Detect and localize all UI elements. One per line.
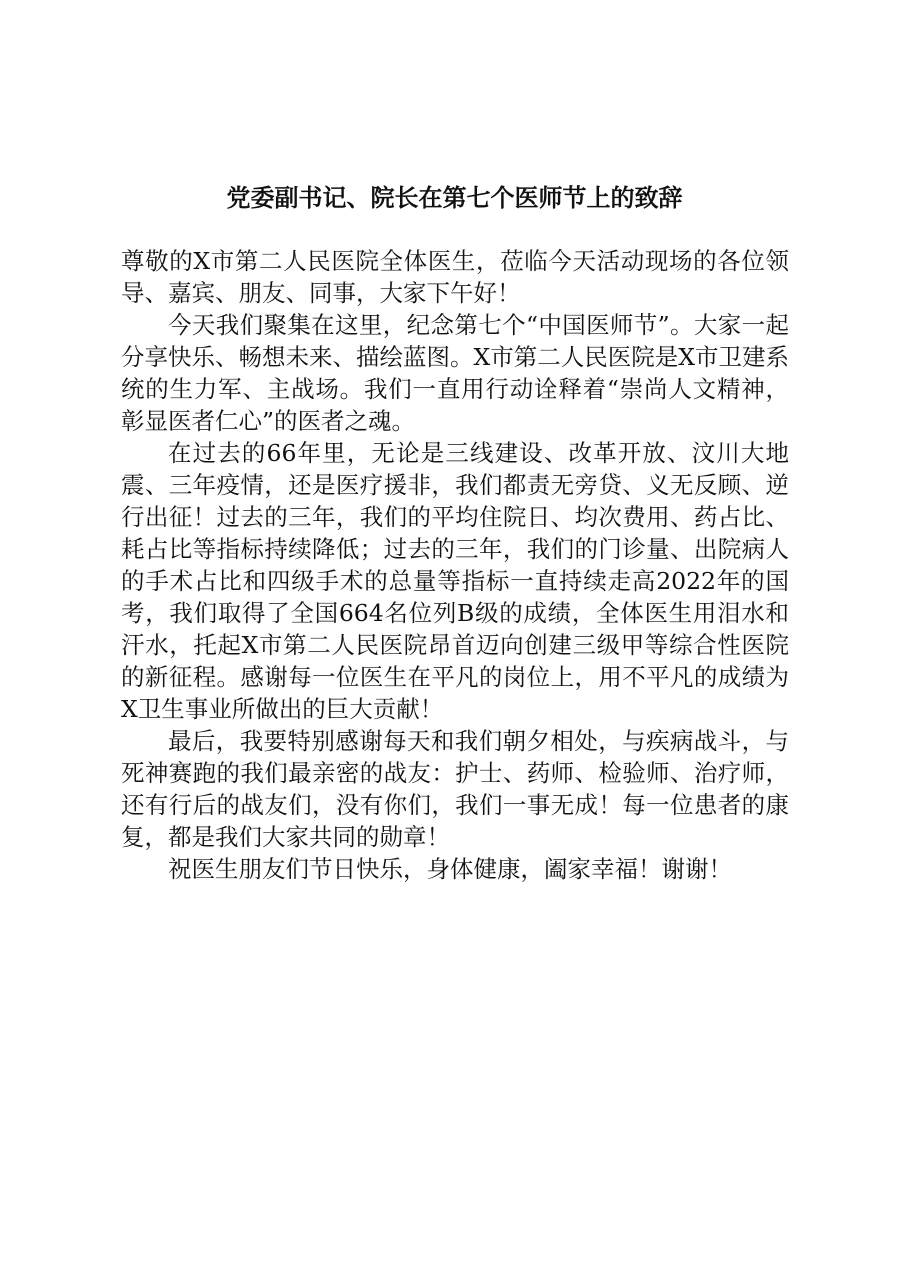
body-paragraph: 今天我们聚集在这里，纪念第七个“中国医师节”。大家一起分享快乐、畅想未来、描绘蓝图。X市第二人民医院是X市卫建系统的生力军、主战场。我们一直用行动诠释着“崇尚人文精神，彰显医者仁心”的医者之魂。 [121,311,789,435]
document-body [121,245,789,885]
body-paragraph: 在过去的66年里，无论是三线建设、改革开放、汶川大地震、三年疫情，还是医疗援非，我们都责无旁贷、义无反顾、逆行出征！过去的三年，我们的平均住院日、均次费用、药占比、耗占比等指标持续降低；过去的三年，我们的门诊量、出院病人的手术占比和四级手术的总量等指标一直持续走高2022年的国考，我们取得了全国664名位列B级的成绩，全体医生用泪水和汗水，托起X市第二人民医院昂首迈向创建三级甲等综合性医院的新征程。感谢每一位医生在平凡的岗位上，用不平凡的成绩为X卫生事业所做出的巨大贡献！ [121,439,789,723]
body-paragraph: 最后，我要特别感谢每天和我们朝夕相处，与疾病战斗，与死神赛跑的我们最亲密的战友：护士、药师、检验师、治疗师，还有行后的战友们，没有你们，我们一事无成！每一位患者的康复，都是我们大家共同的勋章！ [121,727,789,851]
document-title: 党委副书记、院长在第七个医师节上的致辞 [226,183,683,212]
greeting-paragraph: 尊敬的X市第二人民医院全体医生，莅临今天活动现场的各位领导、嘉宾、朋友、同事，大家下午好！ [121,247,789,307]
closing-paragraph: 祝医生朋友们节日快乐，身体健康，阖家幸福！谢谢！ [168,855,732,883]
